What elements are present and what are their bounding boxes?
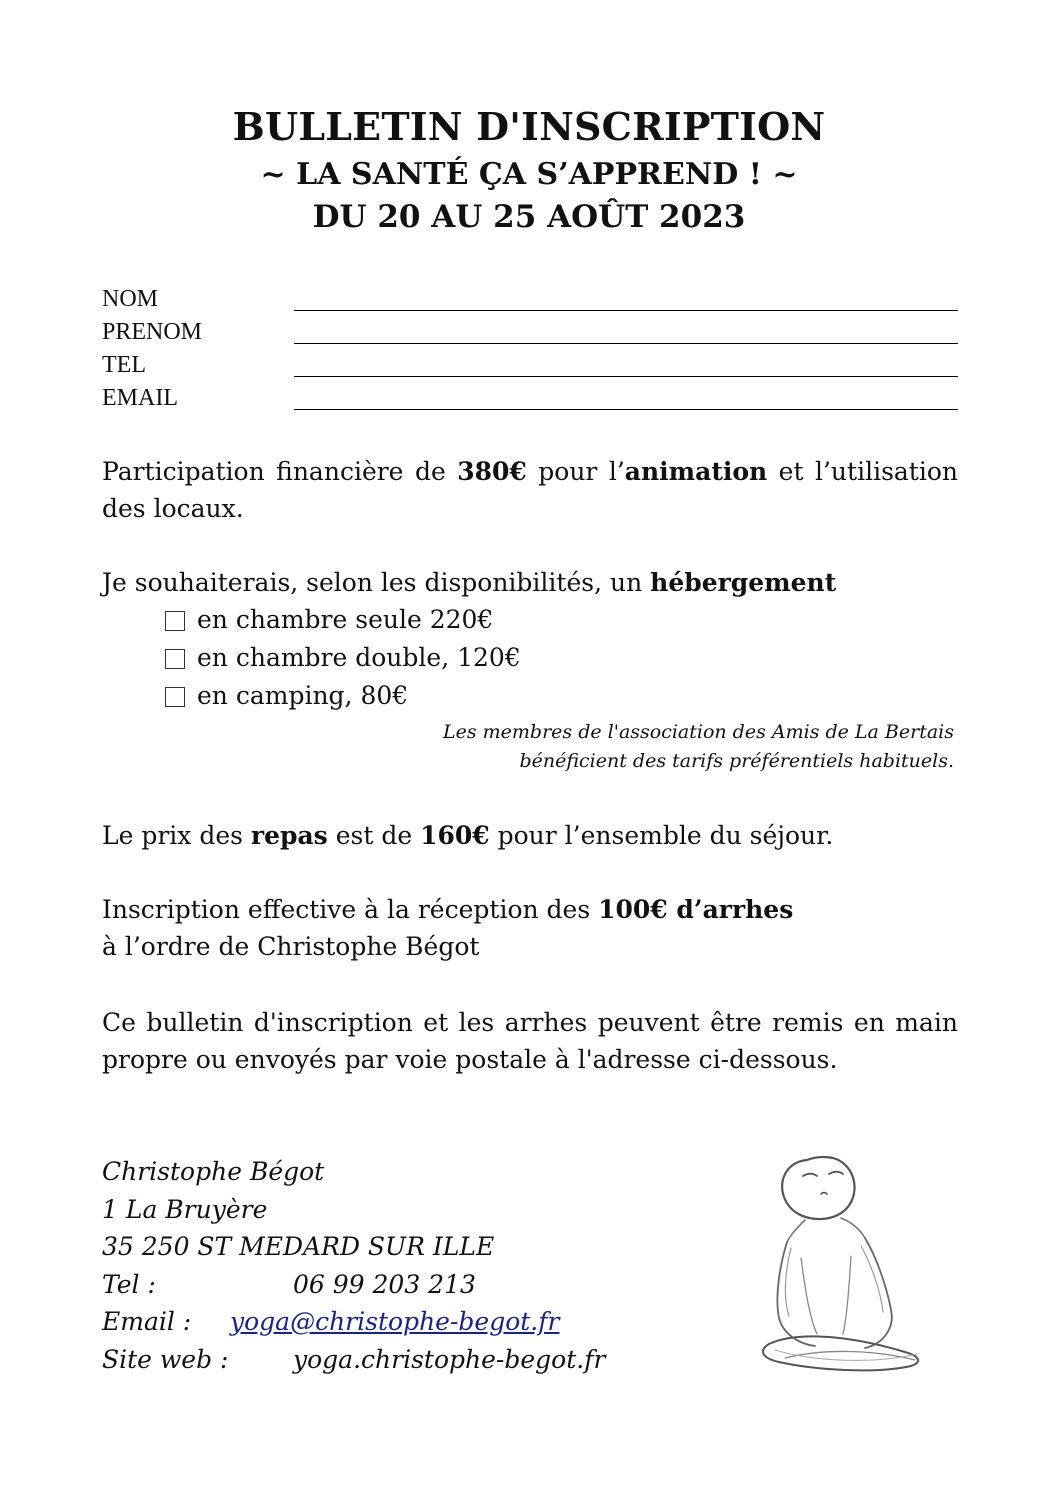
contact-site-value: yoga.christophe-begot.fr	[293, 1344, 606, 1374]
page-title: BULLETIN D'INSCRIPTION	[232, 104, 826, 149]
contact-address-1: 1 La Bruyère	[102, 1194, 268, 1224]
field-line-nom[interactable]	[294, 310, 958, 311]
repas-bold-2: 160€	[420, 821, 490, 850]
repas-text-3: pour l’ensemble du séjour.	[489, 821, 834, 850]
contact-tel-row	[102, 1266, 494, 1304]
contact-tel-label: Tel :	[102, 1269, 156, 1299]
meditating-figure-icon	[755, 1148, 930, 1378]
contact-tel-value: 06 99 203 213	[293, 1269, 476, 1299]
empty-checkbox-icon[interactable]	[165, 649, 185, 669]
option-label: en chambre double, 120€	[197, 643, 521, 672]
empty-checkbox-icon[interactable]	[165, 687, 185, 707]
field-label-nom: NOM	[102, 286, 159, 312]
contact-email-link[interactable]: yoga@christophe-begot.fr	[230, 1307, 560, 1336]
contact-address-2: 35 250 ST MEDARD SUR ILLE	[102, 1232, 495, 1261]
event-dates: DU 20 AU 25 AOÛT 2023	[312, 199, 746, 235]
participation-animation: animation	[624, 457, 768, 486]
inscription-bold: 100€ d’arrhes	[598, 895, 794, 924]
repas-paragraph	[102, 817, 958, 854]
participation-text-2: pour l’	[526, 457, 625, 486]
page-subtitle: ~ LA SANTÉ ÇA S’APPREND ! ~	[260, 157, 798, 192]
contact-email-row	[102, 1303, 560, 1341]
field-row-email	[102, 385, 958, 418]
option-chambre-seule[interactable]	[165, 601, 521, 639]
field-label-prenom: PRENOM	[102, 319, 203, 345]
option-chambre-double[interactable]	[165, 639, 521, 677]
participation-text-3: et l’utilisation des locaux.	[102, 457, 958, 523]
contact-block	[102, 1153, 606, 1378]
inscription-paragraph	[102, 891, 958, 965]
empty-checkbox-icon[interactable]	[165, 611, 185, 631]
members-note	[443, 718, 954, 776]
repas-bold-1: repas	[250, 821, 328, 850]
field-line-email[interactable]	[294, 409, 958, 410]
contact-site-row	[102, 1341, 606, 1379]
header	[0, 104, 1058, 235]
option-label: en camping, 80€	[197, 681, 409, 710]
field-row-tel	[102, 352, 958, 385]
remise-paragraph: Ce bulletin d'inscription et les arrhes peuvent être remis en main propre ou envoyés par voie postale à l'adresse ci-dessous.	[102, 1008, 958, 1074]
hebergement-options	[165, 601, 521, 715]
members-note-line-2: bénéficient des tarifs préférentiels habituels.	[519, 750, 954, 772]
hebergement-intro	[102, 564, 958, 601]
participation-paragraph	[102, 453, 958, 527]
contact-email-label: Email :	[102, 1307, 192, 1336]
option-label: en chambre seule 220€	[197, 605, 494, 634]
participation-price: 380€	[457, 457, 527, 486]
repas-text-1: Le prix des	[102, 821, 251, 850]
participation-text-1: Participation financière de	[102, 457, 458, 486]
hebergement-bold: hébergement	[650, 568, 837, 597]
contact-site-label: Site web :	[102, 1344, 229, 1374]
repas-text-2: est de	[327, 821, 421, 850]
option-camping[interactable]	[165, 677, 521, 715]
hebergement-intro-text: Je souhaiterais, selon les disponibilités, un	[102, 568, 651, 597]
contact-name: Christophe Bégot	[102, 1157, 325, 1186]
field-row-prenom	[102, 319, 958, 352]
field-label-email: EMAIL	[102, 385, 178, 411]
field-label-tel: TEL	[102, 352, 146, 378]
identity-fields	[102, 286, 958, 418]
field-line-tel[interactable]	[294, 376, 958, 377]
field-line-prenom[interactable]	[294, 343, 958, 344]
field-row-nom	[102, 286, 958, 319]
members-note-line-1: Les membres de l'association des Amis de La Bertais	[442, 721, 954, 743]
inscription-line-2: à l’ordre de Christophe Bégot	[102, 932, 480, 961]
inscription-text-1: Inscription effective à la réception des	[102, 895, 599, 924]
